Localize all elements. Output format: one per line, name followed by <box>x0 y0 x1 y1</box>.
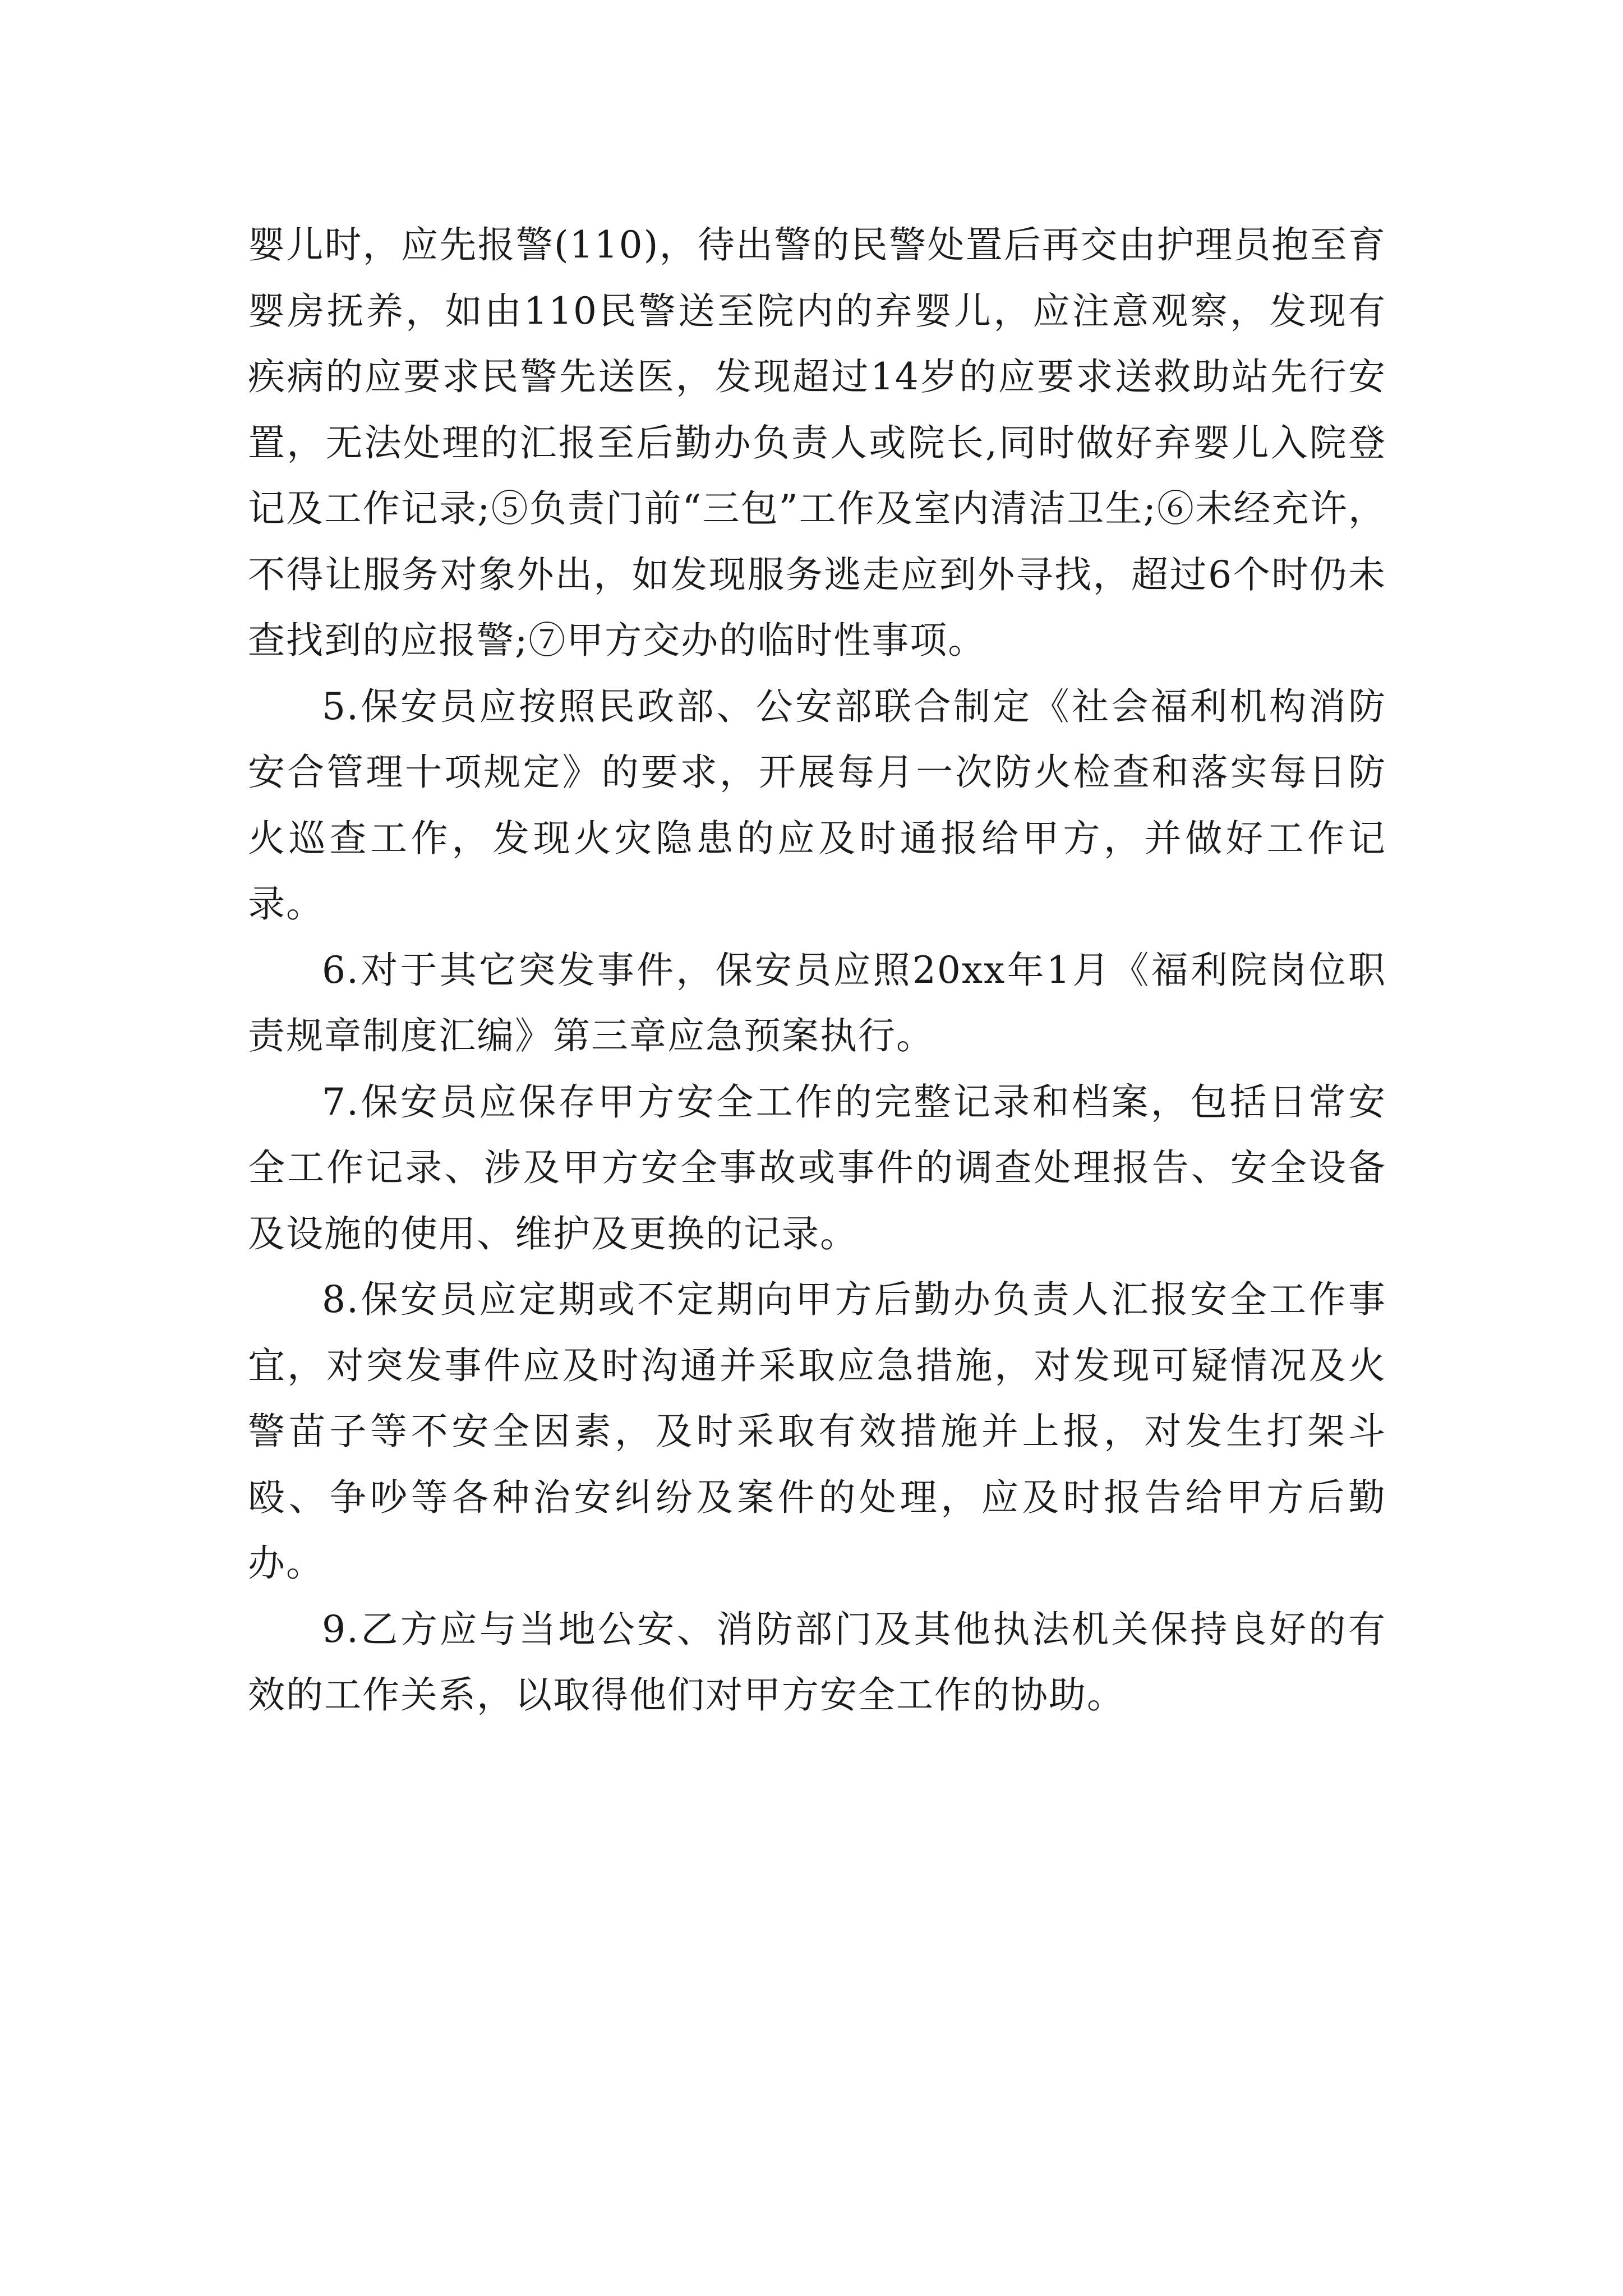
document-body <box>248 212 1386 1728</box>
paragraph-continuation: 婴儿时，应先报警(110)，待出警的民警处置后再交由护理员抱至育婴房抚养，如由110民警送至院内的弃婴儿，应注意观察，发现有疾病的应要求民警先送医，发现超过14岁的应要求送救助站先行安置，无法处理的汇报至后勤办负责人或院长,同时做好弃婴儿入院登记及工作记录;⑤负责门前“三包”工作及室内清洁卫生;⑥未经充许，不得让服务对象外出，如发现服务逃走应到外寻找，超过6个时仍未查找到的应报警;⑦甲方交办的临时性事项。 <box>248 223 1386 662</box>
paragraph-item-6: 6.对于其它突发事件，保安员应照20xx年1月《福利院岗位职责规章制度汇编》第三章应急预案执行。 <box>248 948 1386 1057</box>
paragraph-item-5: 5.保安员应按照民政部、公安部联合制定《社会福利机构消防安合管理十项规定》的要求，开展每月一次防火检查和落实每日防火巡查工作，发现火灾隐患的应及时通报给甲方，并做好工作记录。 <box>248 684 1386 926</box>
paragraph-item-9: 9.乙方应与当地公安、消防部门及其他执法机关保持良好的有效的工作关系，以取得他们对甲方安全工作的协助。 <box>248 1607 1386 1717</box>
paragraph-item-8: 8.保安员应定期或不定期向甲方后勤办负责人汇报安全工作事宜，对突发事件应及时沟通并采取应急措施，对发现可疑情况及火警苗子等不安全因素，及时采取有效措施并上报，对发生打架斗殴、争吵等各种治安纠纷及案件的处理，应及时报告给甲方后勤办。 <box>248 1278 1386 1585</box>
paragraph-item-7: 7.保安员应保存甲方安全工作的完整记录和档案，包括日常安全工作记录、涉及甲方安全事故或事件的调查处理报告、安全设备及设施的使用、维护及更换的记录。 <box>248 1080 1386 1255</box>
